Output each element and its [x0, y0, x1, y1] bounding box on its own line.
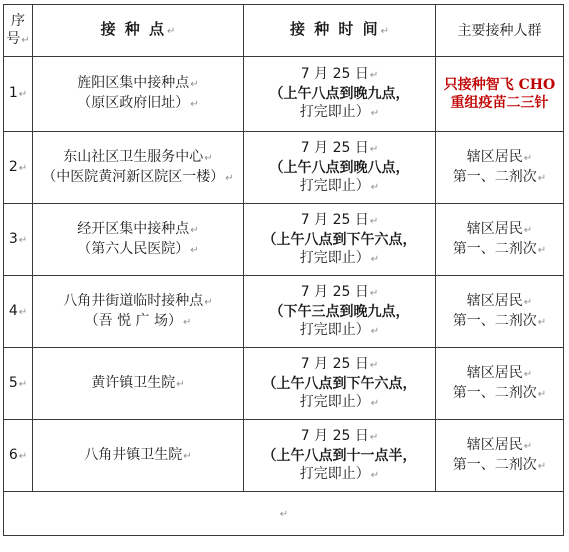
header-seq-line1: 序: [11, 12, 25, 29]
target-group-line: 辖区居民: [466, 436, 523, 453]
site-name-line: 旌阳区集中接种点: [77, 75, 190, 91]
paragraph-mark-icon: ↵: [204, 152, 213, 164]
site-name-line: 八角井镇卫生院: [84, 446, 183, 463]
target-group-cell: [436, 420, 564, 492]
paragraph-mark-icon: ↵: [204, 296, 213, 308]
header-time-label: 接 种 时 间: [289, 20, 380, 38]
site-name-line: 八角井街道临时接种点: [63, 292, 204, 309]
target-group-line: 辖区居民: [466, 220, 523, 237]
paragraph-mark-icon: ↵: [279, 508, 289, 520]
target-group-line: 第一、二剂次: [452, 456, 537, 473]
row-number: 4: [8, 302, 18, 319]
table-row: [4, 57, 564, 132]
table-row: [4, 276, 564, 348]
vaccination-date: 7 月 25 日: [300, 355, 369, 372]
row-number-cell: [4, 276, 33, 348]
paragraph-mark-icon: ↵: [369, 70, 379, 81]
target-group-line: 第一、二剂次: [452, 168, 537, 185]
table-row: [4, 420, 564, 492]
paragraph-mark-icon: ↵: [523, 368, 533, 380]
vaccination-hours: （上午八点到晚九点，: [269, 86, 410, 102]
target-group-line: 第一、二剂次: [452, 384, 537, 401]
site-name-line: （中医院黄河新区院区一楼）: [42, 168, 225, 185]
paragraph-mark-icon: ↵: [190, 99, 199, 110]
site-name-line: 东山社区卫生服务中心: [63, 148, 204, 165]
time-cell: [244, 420, 436, 492]
paragraph-mark-icon: ↵: [18, 450, 28, 462]
row-number-cell: [4, 420, 33, 492]
paragraph-mark-icon: ↵: [537, 460, 547, 472]
paragraph-mark-icon: ↵: [370, 253, 380, 265]
paragraph-mark-icon: ↵: [190, 224, 199, 236]
vaccination-date: 7 月 25 日: [300, 427, 369, 444]
paragraph-mark-icon: ↵: [537, 244, 547, 256]
paragraph-mark-icon: ↵: [370, 325, 380, 337]
vaccination-sites-table: [3, 4, 564, 536]
paragraph-mark-icon: ↵: [537, 316, 547, 328]
blank-footer-row: [4, 492, 564, 536]
row-number-cell: [4, 132, 33, 204]
target-group-line: 第一、二剂次: [452, 240, 537, 257]
paragraph-mark-icon: ↵: [176, 378, 185, 390]
row-number-cell: [4, 57, 33, 132]
time-cell: [244, 132, 436, 204]
site-cell: [33, 420, 244, 492]
paragraph-mark-icon: ↵: [190, 244, 199, 256]
paragraph-mark-icon: ↵: [537, 388, 547, 400]
row-number: 2: [8, 158, 18, 175]
paragraph-mark-icon: ↵: [370, 469, 380, 481]
target-group-line: 辖区居民: [466, 292, 523, 309]
vaccination-note: 打完即止）: [299, 177, 370, 194]
table-row: [4, 204, 564, 276]
target-group-line: 只接种智飞 CHO: [443, 77, 556, 93]
site-cell: [33, 348, 244, 420]
paragraph-mark-icon: ↵: [18, 378, 28, 390]
target-group-line: 第一、二剂次: [452, 312, 537, 329]
paragraph-mark-icon: ↵: [369, 431, 379, 443]
site-cell: [33, 204, 244, 276]
vaccination-note: 打完即止）: [299, 249, 370, 266]
site-name-line: （第六人民医院）: [77, 240, 190, 257]
paragraph-mark-icon: ↵: [523, 152, 533, 164]
paragraph-mark-icon: ↵: [183, 450, 192, 462]
vaccination-hours: （下午三点到晚九点，: [269, 303, 410, 320]
paragraph-mark-icon: ↵: [225, 172, 234, 184]
time-cell: [244, 204, 436, 276]
header-seq-line2: 号: [6, 30, 21, 47]
paragraph-mark-icon: ↵: [537, 172, 547, 184]
target-group-cell: [436, 132, 564, 204]
row-number: 5: [8, 374, 18, 391]
header-site-label: 接 种 点: [100, 20, 167, 38]
row-number-cell: [4, 204, 33, 276]
paragraph-mark-icon: ↵: [370, 181, 380, 193]
site-cell: [33, 57, 244, 132]
paragraph-mark-icon: ↵: [18, 89, 28, 100]
time-cell: [244, 348, 436, 420]
vaccination-hours: （上午八点到下午六点，: [262, 375, 417, 392]
row-number-cell: [4, 348, 33, 420]
target-group-cell: [436, 276, 564, 348]
vaccination-note: 打完即止）: [299, 393, 370, 410]
site-name-line: （吾 悦 广 场）: [84, 312, 182, 329]
header-seq: [4, 5, 33, 57]
paragraph-mark-icon: ↵: [182, 316, 192, 328]
site-name-line: 黄许镇卫生院: [91, 374, 176, 391]
header-row: [4, 5, 564, 57]
time-cell: [244, 57, 436, 132]
blank-footer-cell: [4, 492, 564, 536]
paragraph-mark-icon: ↵: [370, 108, 380, 119]
paragraph-mark-icon: ↵: [380, 26, 390, 37]
target-group-cell: [436, 348, 564, 420]
site-name-line: 经开区集中接种点: [77, 220, 190, 237]
paragraph-mark-icon: ↵: [18, 234, 28, 246]
paragraph-mark-icon: ↵: [369, 359, 379, 371]
target-group-line: 辖区居民: [466, 364, 523, 381]
site-cell: [33, 276, 244, 348]
vaccination-note: 打完即止）: [299, 104, 370, 120]
row-number: 6: [8, 446, 18, 463]
vaccination-date: 7 月 25 日: [300, 66, 369, 82]
vaccination-hours: （上午八点到下午六点，: [262, 231, 417, 248]
paragraph-mark-icon: ↵: [370, 397, 380, 409]
header-time: [244, 5, 436, 57]
paragraph-mark-icon: ↵: [523, 296, 533, 308]
vaccination-date: 7 月 25 日: [300, 283, 369, 300]
site-cell: [33, 132, 244, 204]
vaccination-note: 打完即止）: [299, 465, 370, 482]
table-row: [4, 348, 564, 420]
paragraph-mark-icon: ↵: [18, 306, 28, 318]
paragraph-mark-icon: ↵: [369, 215, 379, 227]
vaccination-hours: （上午八点到晚八点，: [269, 159, 410, 176]
paragraph-mark-icon: ↵: [21, 34, 30, 46]
paragraph-mark-icon: ↵: [369, 143, 379, 155]
time-cell: [244, 276, 436, 348]
vaccination-date: 7 月 25 日: [300, 211, 369, 228]
header-group: [436, 5, 564, 57]
target-group-cell: [436, 204, 564, 276]
row-number: 1: [8, 85, 18, 101]
site-name-line: （原区政府旧址）: [77, 95, 190, 111]
header-site: [33, 5, 244, 57]
target-group-line: 重组疫苗二三针: [450, 95, 549, 111]
vaccination-hours: （上午八点到十一点半，: [262, 447, 417, 464]
row-number: 3: [8, 230, 18, 247]
vaccination-note: 打完即止）: [299, 321, 370, 338]
paragraph-mark-icon: ↵: [523, 224, 533, 236]
table-row: [4, 132, 564, 204]
target-group-line: 辖区居民: [466, 148, 523, 165]
target-group-cell: [436, 57, 564, 132]
paragraph-mark-icon: ↵: [190, 79, 199, 90]
paragraph-mark-icon: ↵: [369, 287, 379, 299]
paragraph-mark-icon: ↵: [18, 162, 28, 174]
header-group-label: 主要接种人群: [457, 22, 542, 39]
paragraph-mark-icon: ↵: [523, 440, 533, 452]
vaccination-date: 7 月 25 日: [300, 139, 369, 156]
paragraph-mark-icon: ↵: [167, 26, 176, 37]
